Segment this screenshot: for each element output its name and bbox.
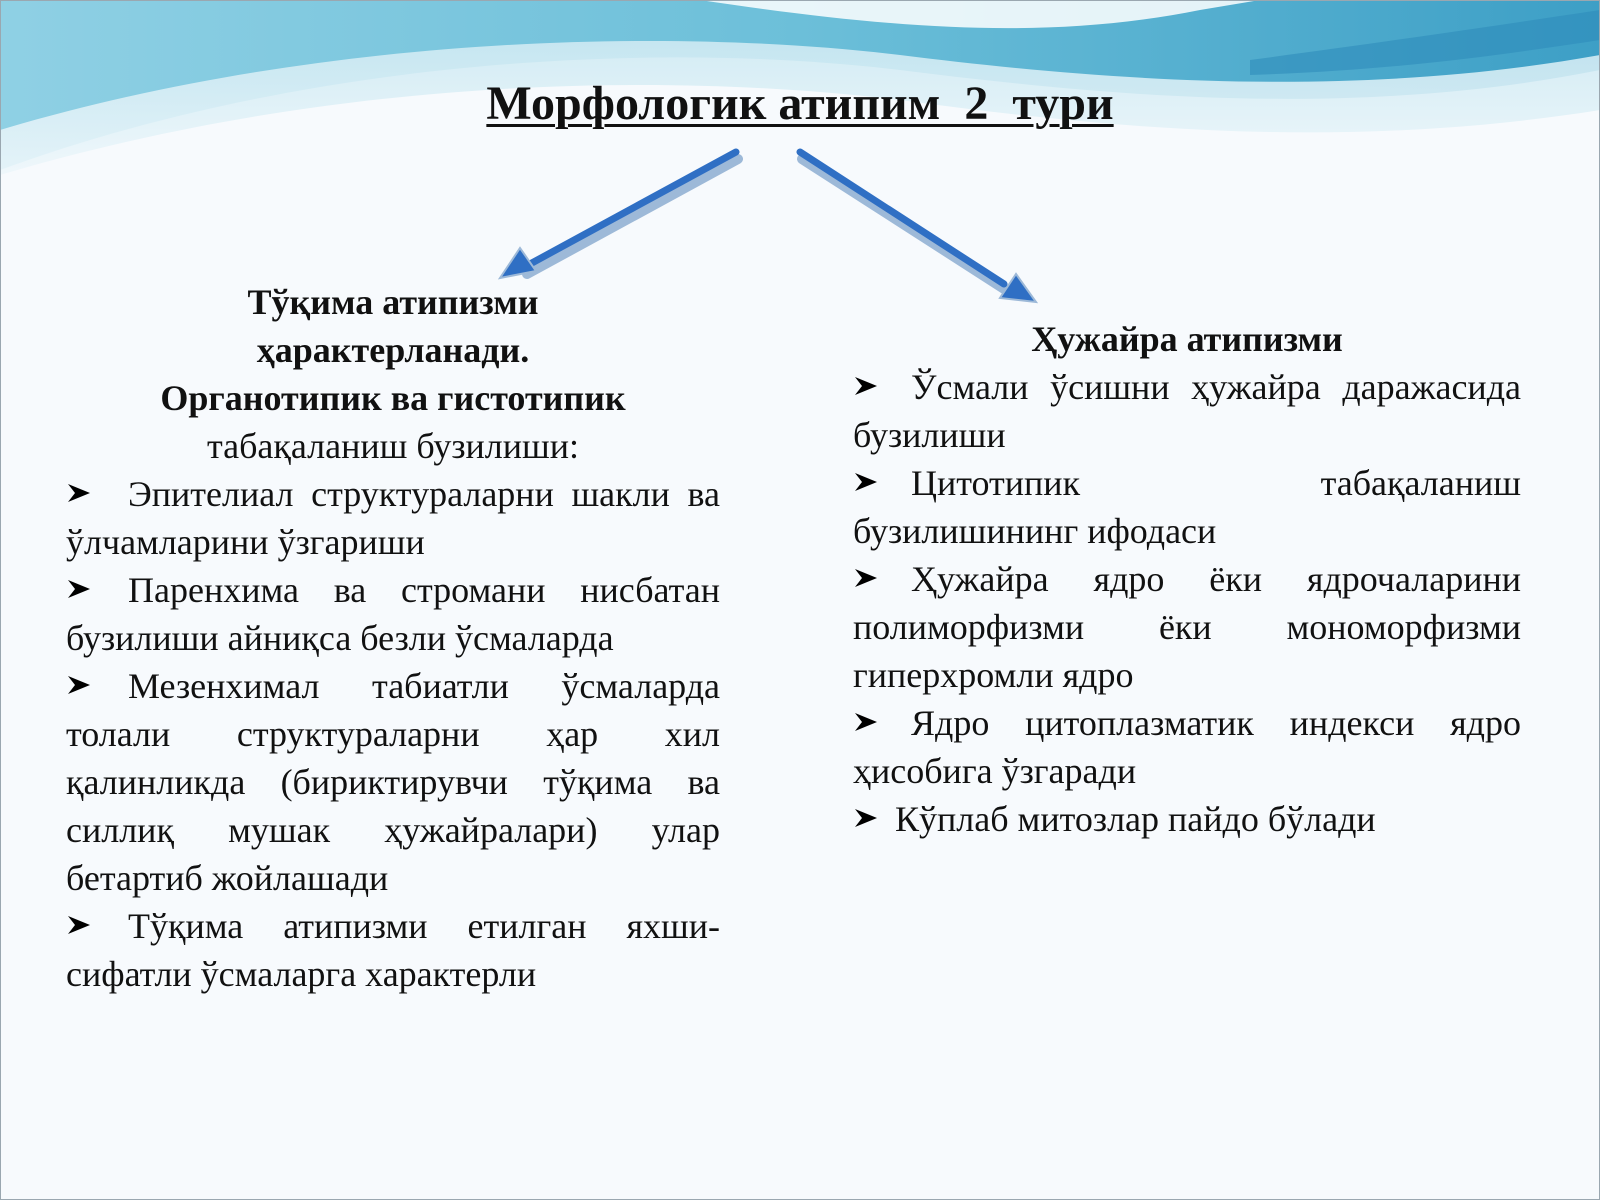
list-item bbox=[66, 566, 720, 662]
list-item-text: Ядро цитоплазматик индекси ядро ҳисобига ўзгаради bbox=[853, 703, 1521, 791]
list-item-text: Кўплаб митозлар пайдо бўлади bbox=[895, 799, 1376, 839]
list-item bbox=[66, 662, 720, 902]
list-item bbox=[853, 555, 1521, 699]
arrowhead-bullet-icon bbox=[66, 674, 92, 696]
cell-atypism-column bbox=[853, 315, 1521, 843]
arrowhead-bullet-icon bbox=[853, 711, 879, 733]
list-item bbox=[853, 795, 1521, 843]
arrowhead-bullet-icon bbox=[853, 471, 879, 493]
list-item bbox=[66, 902, 720, 998]
slide-title: Морфологик атипим 2 тури bbox=[486, 77, 1114, 130]
left-subheading: табақаланиш бузилиши: bbox=[206, 426, 580, 466]
arrowhead-bullet-icon bbox=[853, 567, 879, 589]
list-item bbox=[853, 363, 1521, 459]
list-item-text: Эпителиал структураларни шакли ва ўлчамларини ўзгариши bbox=[66, 474, 720, 562]
left-arrow-icon bbox=[500, 152, 738, 278]
list-item-text: Паренхима ва стромани нисбатан бузилиши айниқса безли ўсмаларда bbox=[66, 570, 720, 658]
left-heading-line3: Органотипик ва гистотипик bbox=[160, 378, 626, 418]
right-arrow-icon bbox=[800, 152, 1036, 302]
list-item-text: Ҳужайра ядро ёки ядрочаларини полиморфизми ёки мономорфизми гиперхромли ядро bbox=[853, 559, 1521, 695]
list-item-text: Ўсмали ўсишни ҳужайра даражасида бузилиши bbox=[853, 367, 1521, 455]
right-heading: Ҳужайра атипизми bbox=[1031, 319, 1343, 359]
list-item bbox=[66, 470, 720, 566]
left-heading-line1: Тўқима атипизми bbox=[247, 282, 539, 322]
list-item-text: Цитотипик табақаланиш бузилишининг ифодаси bbox=[853, 463, 1521, 551]
arrowhead-bullet-icon bbox=[853, 807, 879, 829]
list-item bbox=[853, 459, 1521, 555]
arrowhead-bullet-icon bbox=[853, 375, 879, 397]
arrowhead-bullet-icon bbox=[66, 482, 92, 504]
list-item bbox=[853, 699, 1521, 795]
arrowhead-bullet-icon bbox=[66, 914, 92, 936]
tissue-atypism-column bbox=[66, 278, 720, 998]
left-heading-line2: ҳарактерланади. bbox=[256, 330, 530, 370]
arrowhead-bullet-icon bbox=[66, 578, 92, 600]
list-item-text: Мезенхимал табиатли ўсмаларда толали структураларни ҳар хил қалинликда (бириктирувчи тўқима ва силлиқ мушак ҳужайралари) улар бетартиб жойлашади bbox=[66, 666, 720, 898]
list-item-text: Тўқима атипизми етилган яхши-сифатли ўсмаларга характерли bbox=[66, 906, 720, 994]
